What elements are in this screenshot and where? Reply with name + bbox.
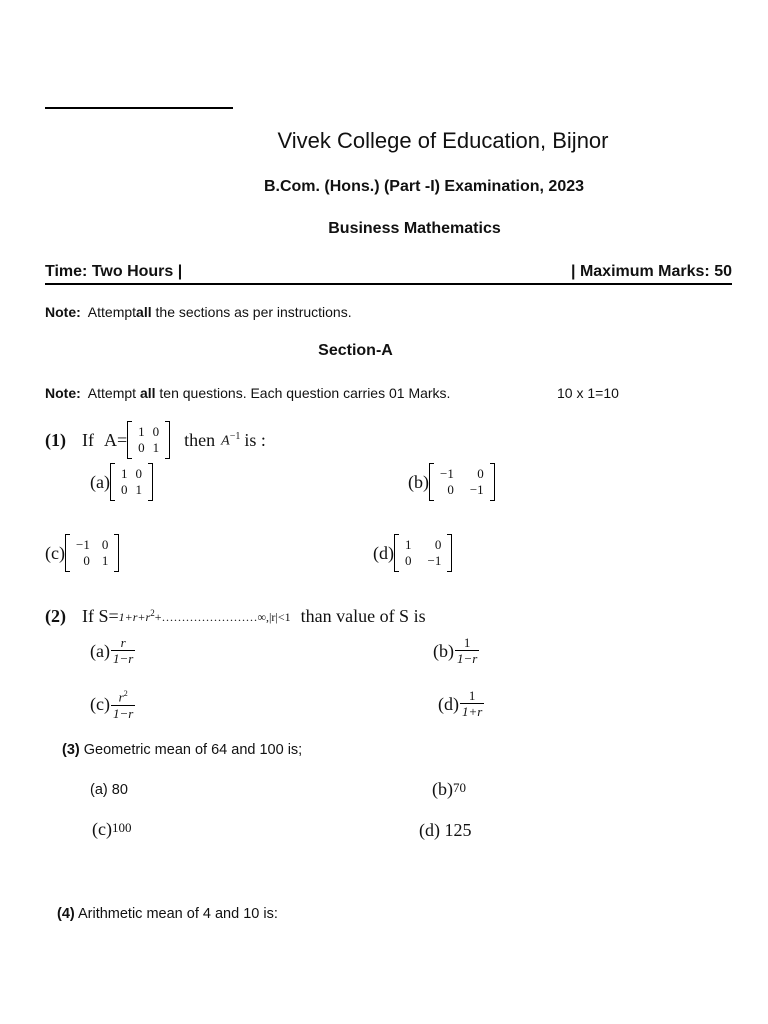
matrix-cell: 0 [477, 466, 484, 481]
matrix-cell: −1 [469, 482, 484, 497]
q2-option-b[interactable] [433, 634, 479, 668]
matrix-cell: 0 [152, 424, 160, 439]
matrix-cell: 1 [405, 537, 412, 552]
question-if: If [82, 429, 94, 450]
inverse-base: A [221, 433, 230, 449]
question-text: Arithmetic mean of 4 and 10 is: [77, 906, 278, 922]
option-fraction [455, 636, 479, 666]
option-value: 70 [453, 780, 466, 795]
header-rule [45, 107, 233, 109]
college-title: Vivek College of Education, Bijnor [277, 128, 609, 153]
subject-title: Business Mathematics [328, 220, 501, 237]
question-then: then [184, 429, 216, 450]
general-note [45, 304, 352, 320]
note-label: Note: [45, 385, 81, 401]
series-head: 1+r+r [118, 609, 151, 624]
question-if: If S= [82, 605, 119, 626]
q1-option-b[interactable] [408, 462, 495, 502]
note-text-post: the sections as per instructions. [155, 304, 352, 320]
matrix-cell: 0 [135, 466, 142, 481]
matrix-cell: 0 [101, 537, 109, 552]
option-label: (d) [438, 693, 459, 714]
series-exponent: 2 [150, 607, 155, 618]
q3-option-d[interactable]: (d) 125 [419, 820, 472, 840]
fraction-denominator: 1+r [462, 704, 483, 719]
option-label: (a) [90, 471, 110, 492]
option-label: (b) [432, 779, 453, 799]
matrix-cell: 1 [135, 482, 142, 497]
question-number: (3) [62, 742, 80, 758]
matrix-cell: 1 [138, 424, 145, 439]
question-tail: than value of S is [300, 605, 426, 626]
matrix-cell: 0 [434, 537, 442, 552]
question-is: is : [244, 429, 266, 450]
fraction-numerator: r [120, 635, 126, 650]
option-matrix [65, 534, 119, 572]
q1-option-d[interactable] [373, 533, 452, 573]
matrix-cell: 0 [120, 482, 128, 497]
fraction-denominator: 1−r [457, 651, 478, 666]
option-fraction [460, 689, 484, 719]
time-label: Time: Two Hours | [45, 263, 183, 280]
q2-option-d[interactable] [438, 686, 484, 722]
section-a-note [45, 385, 450, 401]
series-expression [119, 608, 291, 625]
inverse-symbol [221, 431, 240, 450]
matrix-cell: −1 [427, 553, 442, 568]
question-1 [45, 420, 266, 460]
q3-option-c[interactable] [92, 819, 131, 840]
q2-option-a[interactable] [90, 634, 135, 668]
fraction-denominator: 1−r [112, 651, 134, 666]
option-value: 100 [111, 820, 132, 835]
option-matrix [394, 534, 452, 572]
exam-title: B.Com. (Hons.) (Part -I) Examination, 2023 [263, 178, 585, 195]
note-text-bold: all [136, 304, 152, 320]
fraction-numerator: 1 [463, 635, 471, 650]
question-3 [62, 742, 302, 758]
time-marks-underline [45, 283, 732, 285]
q1-option-c[interactable] [45, 533, 119, 573]
matrix-a [127, 421, 170, 459]
section-a-title: Section-A [318, 342, 393, 359]
fraction-numerator: 1 [468, 688, 476, 703]
note-label: Note: [45, 304, 81, 320]
matrix-cell: −1 [75, 537, 90, 552]
q3-option-a[interactable]: (a) 80 [90, 782, 128, 798]
series-tail: +……………………∞,|r|<1 [154, 609, 291, 624]
question-number: (2) [45, 605, 66, 626]
option-label: (a) [90, 640, 110, 661]
matrix-cell: 0 [405, 553, 412, 568]
inverse-exponent: −1 [229, 430, 241, 442]
q1-option-a[interactable] [90, 462, 153, 502]
option-matrix [110, 463, 153, 501]
fraction-numerator [117, 687, 130, 704]
option-fraction [111, 687, 135, 720]
fraction-denominator: 1−r [112, 705, 134, 721]
option-label: (b) [408, 471, 429, 492]
q2-option-c[interactable] [90, 686, 135, 722]
matrix-cell: 1 [101, 553, 109, 568]
matrix-cell: 0 [83, 553, 90, 568]
question-a-eq: A= [104, 429, 128, 450]
note-text-pre: Attempt [87, 304, 137, 320]
fraction-numerator-exponent: 2 [123, 689, 128, 699]
option-label: (c) [90, 693, 110, 714]
q3-option-b[interactable] [432, 779, 466, 800]
max-marks-label: | Maximum Marks: 50 [571, 263, 732, 280]
question-4 [57, 906, 278, 922]
fraction-numerator-base: r [118, 689, 124, 705]
option-fraction [111, 636, 135, 666]
matrix-cell: −1 [440, 466, 454, 481]
matrix-cell: 0 [138, 440, 145, 455]
question-2 [45, 603, 426, 629]
matrix-cell: 0 [447, 482, 454, 497]
note-text-bold: all [139, 385, 156, 401]
time-marks-line [45, 263, 732, 281]
question-text: Geometric mean of 64 and 100 is; [83, 742, 303, 758]
option-label: (c) [92, 819, 112, 839]
note-text-pre: Attempt [87, 385, 137, 401]
option-label: (c) [45, 542, 65, 563]
option-label: (d) [373, 542, 394, 563]
option-matrix [429, 463, 495, 501]
question-number: (4) [57, 906, 75, 922]
question-number: (1) [45, 429, 66, 450]
note-text-post: ten questions. Each question carries 01 Marks. [159, 385, 451, 401]
matrix-cell: 1 [152, 440, 160, 455]
section-a-marks: 10 x 1=10 [557, 385, 619, 401]
matrix-cell: 1 [120, 466, 128, 481]
option-label: (b) [433, 640, 454, 661]
